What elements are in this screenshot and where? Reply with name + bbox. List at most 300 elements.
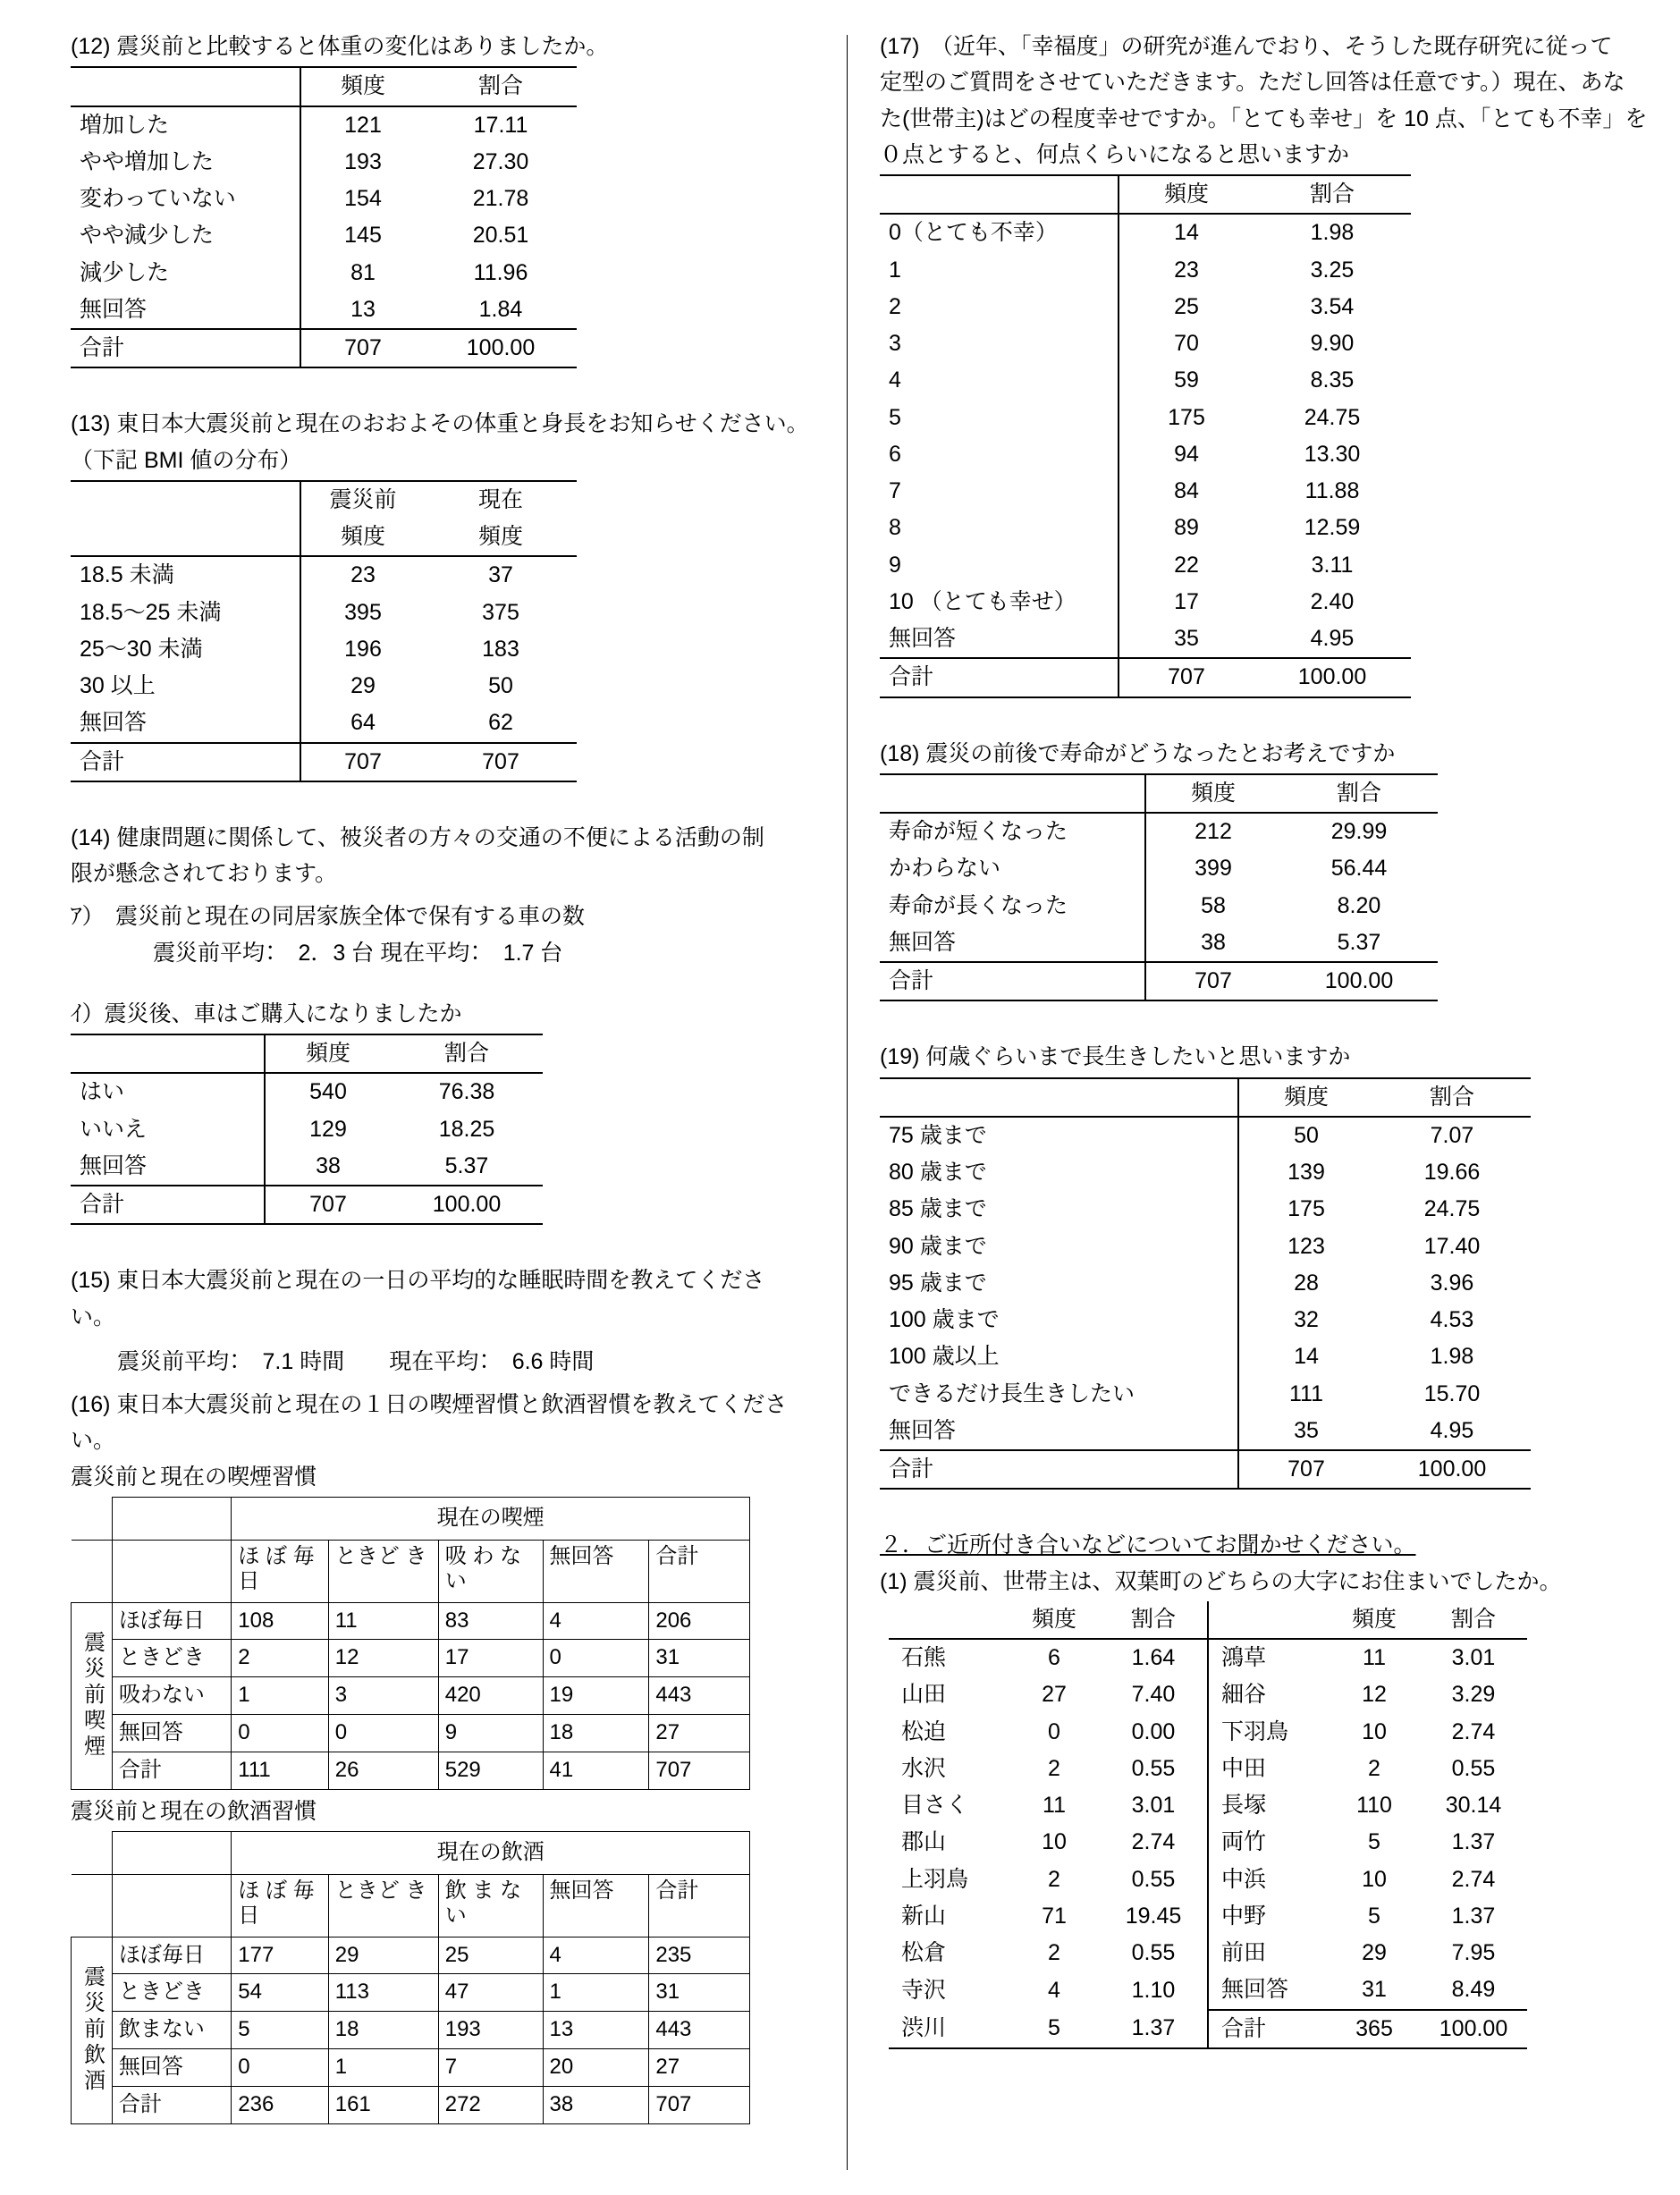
table-row: [880, 362, 1411, 399]
row-label: 寿命が長くなった: [889, 892, 1068, 918]
row-label: 6: [889, 441, 901, 467]
row-now: 375: [482, 599, 519, 625]
q14-part-b-label: ｲ）震災後、車はご購入になりましたか: [71, 1000, 462, 1026]
row-pct: 3.54: [1310, 293, 1355, 319]
cross-data-row: [72, 1602, 750, 1640]
q17-title-line4: ０点とすると、何点くらいになると思いますか: [880, 141, 1350, 167]
village-freq: 11: [1329, 1639, 1420, 1676]
row-pct: 56.44: [1330, 856, 1388, 882]
total-value: 707: [649, 1752, 750, 1789]
row-freq: 14: [1238, 1338, 1373, 1375]
village-total-label: 合計: [1208, 2010, 1329, 2048]
row-pct: 1.98: [1430, 1344, 1474, 1370]
cell-value: 1: [232, 1677, 328, 1715]
total-pct: 100.00: [1254, 658, 1411, 696]
table-row: [880, 1338, 1531, 1375]
row-pct: 2.40: [1310, 588, 1355, 614]
total-now: 707: [425, 743, 577, 781]
village-header-pct-right: 割合: [1450, 1606, 1496, 1632]
q14-part-a-label: ｱ） 震災前と現在の同居家族全体で保有する車の数: [71, 904, 586, 930]
q12-header-blank: [71, 67, 300, 106]
cross-total-row: [72, 1752, 750, 1789]
table-row: [880, 1265, 1531, 1302]
q12-table: [71, 66, 577, 368]
table-header-row: [889, 1601, 1527, 1639]
row-freq: 35: [1238, 1413, 1373, 1450]
row-freq: 123: [1238, 1228, 1373, 1265]
cell-value: 27: [649, 1714, 750, 1752]
village-pct: 3.01: [1420, 1639, 1527, 1676]
row-before: 395: [300, 595, 425, 631]
row-freq: 399: [1145, 850, 1280, 887]
table-row: [880, 1154, 1531, 1191]
cell-value: 17: [438, 1640, 543, 1677]
row-label: 5: [889, 404, 901, 430]
village-header-blank-left: [889, 1601, 1009, 1639]
cell-value: 0: [328, 1714, 438, 1752]
table-row: [880, 400, 1411, 436]
corner-blank2: [112, 1497, 231, 1540]
col-header-0: ほ ぼ 毎日: [232, 1874, 328, 1937]
village-header-freq-right: 頻度: [1351, 1606, 1397, 1632]
row-freq: 139: [1238, 1154, 1373, 1191]
table-header-row: [880, 774, 1438, 813]
cell-value: 0: [232, 1714, 328, 1752]
total-label: 合計: [880, 658, 1119, 696]
table-row: [71, 705, 577, 742]
blank-cell: [72, 1540, 113, 1602]
total-before: 707: [300, 743, 425, 781]
blank-cell2: [112, 1874, 231, 1937]
row-freq: 59: [1119, 362, 1254, 399]
cross-group-header-row: [72, 1831, 750, 1874]
village-name: 鴻草: [1208, 1639, 1329, 1676]
row-freq: 121: [300, 106, 425, 144]
row-freq: 154: [300, 181, 425, 217]
cell-value: 193: [438, 2012, 543, 2049]
village-name: 寺沢: [901, 1977, 947, 2003]
table-row: [71, 217, 577, 254]
village-name: 目さく: [901, 1793, 969, 1818]
row-label: 9: [889, 552, 901, 578]
cell-value: 4: [543, 1937, 649, 1974]
q14-title-line2: 限が懸念されております。: [71, 861, 338, 886]
drinking-cross-table: [71, 1831, 750, 2124]
cross-data-row: [72, 1640, 750, 1677]
total-label: 合計: [880, 1450, 1238, 1489]
table-row: [889, 1714, 1527, 1751]
cell-value: 420: [438, 1677, 543, 1715]
cross-total-row: [72, 2086, 750, 2123]
row-label: 100 歳以上: [889, 1344, 1000, 1370]
smoking-cross-table: [71, 1497, 750, 1790]
village-name: 前田: [1208, 1935, 1329, 1971]
village-freq: 5: [1368, 1829, 1380, 1855]
col-header-2: 飲 ま ない: [438, 1874, 543, 1937]
table-row: [880, 1413, 1531, 1450]
table-row: [880, 289, 1411, 325]
blank-cell2: [112, 1540, 231, 1602]
q12-header-pct: 割合: [425, 67, 577, 106]
table-subheader-row: [71, 519, 577, 556]
row-pct: 12.59: [1304, 515, 1361, 541]
row-label: 25〜30 未満: [80, 636, 203, 662]
q14-table: [71, 1034, 543, 1225]
row-freq: 35: [1119, 621, 1254, 658]
village-name: 中野: [1208, 1898, 1329, 1935]
table-group-header-row: [71, 481, 577, 519]
q13-subtitle: （下記 BMI 値の分布）: [71, 447, 302, 473]
row-label: 18.5 未満: [71, 556, 300, 594]
village-freq: 27: [1042, 1682, 1067, 1708]
row-label: ほぼ毎日: [112, 1602, 231, 1640]
cell-value: 27: [649, 2048, 750, 2086]
table-row: [889, 1787, 1527, 1824]
cell-value: 113: [328, 1974, 438, 2012]
blank-cell: [72, 1874, 113, 1937]
row-freq: 540: [265, 1073, 391, 1110]
row-label: 18.5〜25 未満: [80, 599, 222, 625]
total-label: 合計: [880, 962, 1145, 1000]
village-pct: 2.74: [1451, 1866, 1496, 1892]
table-row: [880, 252, 1411, 289]
row-pct: 5.37: [1280, 924, 1438, 962]
table-row: [880, 510, 1411, 546]
row-label: 吸わない: [112, 1677, 231, 1715]
cell-value: 83: [438, 1602, 543, 1640]
village-name: 下羽鳥: [1208, 1714, 1329, 1751]
row-label: 75 歳まで: [880, 1117, 1238, 1154]
total-label: 合計: [71, 743, 300, 781]
row-freq: 28: [1238, 1265, 1373, 1302]
q13-table-wrap: [71, 480, 813, 782]
q13-table: [71, 480, 577, 782]
table-row: [880, 1376, 1531, 1413]
q13-header-now: 現在: [425, 481, 577, 519]
village-name: 松倉: [901, 1940, 947, 1965]
village-pct: 0.00: [1131, 1718, 1176, 1744]
cell-value: 54: [232, 1974, 328, 2012]
row-freq: 193: [300, 144, 425, 181]
row-label: 無回答: [112, 1714, 231, 1752]
village-name: 松迫: [901, 1718, 947, 1744]
row-pct: 29.99: [1280, 813, 1438, 850]
village-freq: 2: [1048, 1866, 1060, 1892]
table-row: [71, 631, 577, 668]
row-label: 無回答: [112, 2048, 231, 2086]
row-freq: 94: [1119, 436, 1254, 473]
row-before: 23: [300, 556, 425, 594]
village-total-freq: 365: [1329, 2010, 1420, 2048]
total-pct: 100.00: [425, 329, 577, 367]
q19-header-blank: [880, 1078, 1238, 1117]
table-header-row: [880, 1078, 1531, 1117]
table-row: [880, 473, 1411, 510]
cross-group-header-row: [72, 1497, 750, 1540]
row-freq: 70: [1119, 325, 1254, 362]
table-total-row: [880, 1450, 1531, 1489]
row-pct: 18.25: [438, 1116, 495, 1142]
cell-value: 18: [543, 1714, 649, 1752]
row-label: 2: [889, 293, 901, 319]
total-pct: 100.00: [391, 1186, 543, 1224]
row-label: いいえ: [80, 1116, 148, 1142]
village-pct: 0.55: [1131, 1940, 1176, 1965]
section2-q1-title: (1) 震災前、世帯主は、双葉町のどちらの大字にお住まいでしたか。: [880, 1568, 1562, 1594]
col-header-3: 無回答: [543, 1540, 649, 1602]
row-freq: 14: [1119, 214, 1254, 251]
q13-header-before: 震災前: [300, 481, 425, 519]
cross-data-row: [72, 1937, 750, 1974]
q17-header-blank: [880, 175, 1119, 214]
village-freq: 10: [1042, 1829, 1067, 1855]
table-row: [880, 813, 1438, 850]
total-value: 236: [232, 2086, 328, 2123]
table-row: [880, 1117, 1531, 1154]
cross-data-row: [72, 2048, 750, 2086]
q13-subheader-before: 頻度: [300, 519, 425, 556]
cell-value: 7: [438, 2048, 543, 2086]
table-row: [880, 1191, 1531, 1228]
cross-data-row: [72, 1974, 750, 2012]
row-freq: 129: [265, 1111, 391, 1148]
cell-value: 2: [232, 1640, 328, 1677]
village-pct: 0.55: [1451, 1755, 1496, 1781]
table-row: [71, 181, 577, 217]
section2-heading: ２．ご近所付き合いなどについてお聞かせください。: [880, 1532, 1416, 1558]
total-label: 合計: [71, 329, 300, 367]
corner-blank2: [112, 1831, 231, 1874]
table-row: [71, 1111, 543, 1148]
col-header-0: ほ ぼ 毎日: [232, 1540, 328, 1602]
total-value: 529: [438, 1752, 543, 1789]
row-freq: 89: [1119, 510, 1254, 546]
row-pct: 8.20: [1337, 892, 1381, 918]
q18-header-freq: 頻度: [1145, 774, 1280, 813]
smoking-row-group-label: 震災前喫煙: [72, 1602, 113, 1789]
village-pct: 3.01: [1131, 1793, 1176, 1818]
row-label: 7: [889, 478, 901, 503]
cell-value: 4: [543, 1602, 649, 1640]
table-row: [889, 1971, 1527, 2009]
cross-data-row: [72, 1714, 750, 1752]
cell-value: 177: [232, 1937, 328, 1974]
table-row: [880, 621, 1411, 658]
row-label: はい: [71, 1073, 265, 1110]
table-row: [71, 668, 577, 705]
row-label: やや増加した: [80, 148, 215, 174]
q19-title: (19) 何歳ぐらいまで長生きしたいと思いますか: [880, 1044, 1351, 1070]
q16-drinking-caption: 震災前と現在の飲酒習慣: [71, 1798, 317, 1824]
village-freq: 11: [1043, 1793, 1066, 1818]
row-label: 4: [889, 367, 901, 393]
cell-value: 206: [649, 1602, 750, 1640]
drinking-row-group-label: 震災前飲酒: [72, 1937, 113, 2123]
q19-table: [880, 1077, 1531, 1490]
row-pct: 24.75: [1423, 1196, 1481, 1222]
row-label: かわらない: [889, 856, 1001, 882]
cell-value: 20: [543, 2048, 649, 2086]
cell-value: 3: [328, 1677, 438, 1715]
village-pct: 1.37: [1100, 2010, 1208, 2048]
village-name: 水沢: [901, 1755, 947, 1781]
row-label: 無回答: [880, 924, 1145, 962]
row-pct: 1.84: [425, 291, 577, 329]
table-total-row: [889, 2010, 1527, 2048]
q15-value: 震災前平均： 7.1 時間 現在平均： 6.6 時間: [117, 1348, 595, 1374]
row-pct: 4.53: [1430, 1307, 1474, 1332]
row-label: 減少した: [80, 259, 170, 285]
q18-table: [880, 773, 1438, 1002]
total-value: 41: [543, 1752, 649, 1789]
row-label: やや減少した: [80, 223, 215, 249]
table-header-row: [71, 1034, 543, 1073]
row-pct: 17.11: [425, 106, 577, 144]
cross-col-header-row: [72, 1874, 750, 1937]
row-before: 29: [300, 668, 425, 705]
row-freq: 111: [1238, 1376, 1373, 1413]
row-label: 1: [889, 257, 901, 283]
village-pct: 1.64: [1100, 1639, 1208, 1676]
row-freq: 23: [1119, 252, 1254, 289]
village-pct: 3.29: [1451, 1682, 1496, 1708]
village-freq: 0: [1048, 1718, 1060, 1744]
q13-title: (13) 東日本大震災前と現在のおおよその体重と身長をお知らせください。: [71, 411, 809, 437]
col-header-1: ときど き: [328, 1540, 438, 1602]
row-now: 37: [425, 556, 577, 594]
village-name: 上羽鳥: [901, 1866, 969, 1892]
cell-value: 5: [232, 2012, 328, 2049]
row-pct: 11.96: [473, 259, 528, 285]
row-pct: 3.11: [1311, 552, 1354, 578]
row-freq: 50: [1238, 1117, 1373, 1154]
q19-header-freq: 頻度: [1238, 1078, 1373, 1117]
row-label: 0（とても不幸）: [880, 214, 1119, 251]
cross-data-row: [72, 2012, 750, 2049]
row-now: 50: [488, 673, 513, 698]
village-freq: 110: [1356, 1793, 1392, 1818]
table-total-row: [71, 329, 577, 367]
q19-header-pct: 割合: [1373, 1078, 1531, 1117]
village-freq: 5: [1368, 1903, 1380, 1929]
total-value: 272: [438, 2086, 543, 2123]
row-pct: 3.96: [1430, 1270, 1474, 1296]
village-name: 細谷: [1208, 1676, 1329, 1713]
total-value: 38: [543, 2086, 649, 2123]
smoking-col-group-label: 現在の喫煙: [232, 1497, 750, 1540]
cell-value: 235: [649, 1937, 750, 1974]
cell-value: 31: [649, 1974, 750, 2012]
q14-header-pct: 割合: [391, 1034, 543, 1073]
village-pct: 30.14: [1445, 1793, 1502, 1818]
row-label: 無回答: [71, 705, 300, 742]
village-name: 中田: [1208, 1751, 1329, 1787]
total-value: 161: [328, 2086, 438, 2123]
row-pct: 76.38: [391, 1073, 543, 1110]
table-total-row: [880, 658, 1411, 696]
total-pct: 100.00: [1280, 962, 1438, 1000]
village-name: 渋川: [889, 2010, 1009, 2048]
cross-col-header-row: [72, 1540, 750, 1602]
q12-header-freq: 頻度: [300, 67, 425, 106]
table-row: [71, 556, 577, 594]
q12-table-wrap: [71, 66, 813, 368]
village-name: 郡山: [901, 1829, 947, 1855]
village-freq: 31: [1329, 1971, 1420, 2009]
row-label: 80 歳まで: [889, 1160, 987, 1185]
q16-title-line1: (16) 東日本大震災前と現在の１日の喫煙習慣と飲酒習慣を教えてくださ: [71, 1392, 788, 1417]
village-freq: 5: [1009, 2010, 1100, 2048]
col-header-1: ときど き: [328, 1874, 438, 1937]
row-freq: 32: [1238, 1302, 1373, 1338]
table-total-row: [880, 962, 1438, 1000]
table-row: [889, 1676, 1527, 1713]
cell-value: 31: [649, 1640, 750, 1677]
row-label: ときどき: [112, 1974, 231, 2012]
cell-value: 1: [543, 1974, 649, 2012]
row-label: 100 歳まで: [889, 1307, 1000, 1332]
village-freq: 2: [1368, 1755, 1380, 1781]
row-pct: 1.98: [1254, 214, 1411, 251]
row-label: 無回答: [71, 291, 300, 329]
q17-header-freq: 頻度: [1119, 175, 1254, 214]
village-name: 長塚: [1208, 1787, 1329, 1824]
total-freq: 707: [1145, 962, 1280, 1000]
total-label: 合計: [112, 2086, 231, 2123]
table-row: [880, 888, 1438, 924]
table-row: [71, 255, 577, 291]
row-label: 90 歳まで: [889, 1233, 987, 1259]
village-pct: 1.37: [1451, 1903, 1496, 1929]
table-row: [880, 214, 1411, 251]
village-pct: 8.49: [1420, 1971, 1527, 2009]
village-freq: 10: [1362, 1718, 1387, 1744]
q13-subheader-blank: [71, 519, 300, 556]
row-pct: 24.75: [1304, 404, 1361, 430]
q17-title-line3: た(世帯主)はどの程度幸せですか。「とても幸せ」を 10 点、「とても不幸」を: [880, 106, 1648, 131]
cross-data-row: [72, 1677, 750, 1715]
q19-table-wrap: [880, 1077, 1659, 1490]
cell-value: 29: [328, 1937, 438, 1974]
row-label: 寿命が短くなった: [880, 813, 1145, 850]
row-pct: 11.88: [1304, 478, 1360, 503]
table-row: [71, 595, 577, 631]
table-row: [71, 1148, 543, 1186]
col-header-3: 無回答: [543, 1874, 649, 1937]
village-pct: 1.10: [1131, 1977, 1176, 2003]
village-name: 石熊: [889, 1639, 1009, 1676]
q17-title-line2: 定型のご質問をさせていただきます。ただし回答は任意です。）現在、あな: [880, 70, 1625, 96]
q16-title-line2: い。: [71, 1428, 116, 1454]
row-pct: 15.70: [1423, 1380, 1481, 1406]
village-pct: 7.40: [1131, 1682, 1176, 1708]
q13-subheader-now: 頻度: [477, 524, 523, 549]
cell-value: 18: [328, 2012, 438, 2049]
q18-header-pct: 割合: [1280, 774, 1438, 813]
row-pct: 17.40: [1423, 1233, 1481, 1259]
right-column: [873, 30, 1659, 2186]
cell-value: 443: [649, 1677, 750, 1715]
table-row: [71, 144, 577, 181]
total-freq: 707: [1238, 1450, 1373, 1489]
row-pct: 4.95: [1254, 621, 1411, 658]
row-label: 30 以上: [80, 673, 156, 698]
row-pct: 27.30: [472, 148, 529, 174]
village-pct: 0.55: [1131, 1755, 1176, 1781]
row-pct: 13.30: [1304, 441, 1361, 467]
village-name: 中浜: [1208, 1862, 1329, 1898]
village-pct: 2.74: [1131, 1829, 1176, 1855]
